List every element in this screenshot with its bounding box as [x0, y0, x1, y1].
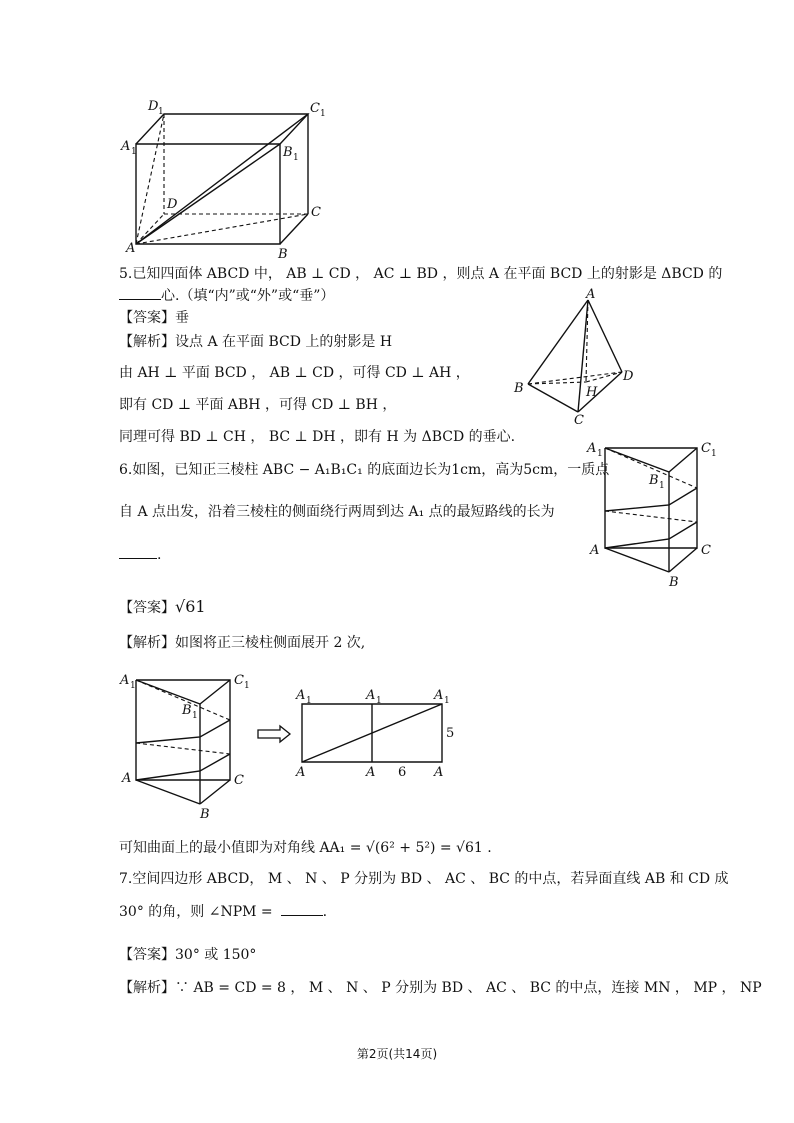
label-c: C	[574, 413, 584, 428]
q7-line2-prefix: 30° 的角，则 ∠NPM =	[119, 904, 273, 920]
q7-solution-1: 【解析】∵ AB = CD = 8 ， M 、 N 、 P 分别为 BD 、 AC 、 BC 的中点，连接 MN ， MP ， NP	[119, 980, 762, 996]
label-b: B	[200, 807, 210, 822]
prism-bottom-ab	[136, 780, 200, 804]
prism-bottom-bc	[669, 548, 697, 572]
q6-line2: 自 A 点出发，沿着三棱柱的侧面绕行两周到达 A₁ 点的最短路线的长为	[119, 504, 555, 520]
q7-answer: 【答案】30° 或 150°	[119, 947, 257, 963]
label-a1-sub: 1	[130, 681, 136, 691]
prism-figure-left	[118, 668, 258, 820]
label-c1-sub: 1	[244, 681, 250, 691]
label-top-a1-left: A	[296, 688, 306, 703]
q6-answer-wrap	[119, 598, 206, 617]
prism-bottom-bc	[200, 780, 230, 804]
label-a1: A	[587, 441, 597, 456]
label-d1: D	[148, 99, 159, 114]
label-b1-sub: 1	[293, 153, 299, 163]
q5-line2-wrap	[119, 287, 334, 305]
label-a: A	[122, 771, 132, 786]
label-c: C	[234, 773, 244, 788]
q6-line3: .	[157, 547, 162, 563]
label-b1: B	[182, 703, 192, 718]
label-bottom-length: 6	[398, 765, 407, 780]
q5-solution-4: 同理可得 BD ⊥ CH ， BC ⊥ DH ，即有 H 为 ΔBCD 的垂心.	[119, 429, 516, 445]
label-a1: A	[120, 673, 130, 688]
label-side-length: 5	[446, 726, 455, 741]
q7-line1: 7.空间四边形 ABCD， M 、 N 、 P 分别为 BD 、 AC 、 BC 的中点，若异面直线 AB 和 CD 成	[119, 871, 729, 887]
prism-top-b1c1	[669, 448, 697, 472]
box-diagonal-ac	[136, 214, 308, 244]
label-bottom-a-right: A	[434, 765, 444, 780]
unfolded-net-figure	[290, 682, 470, 782]
label-top-a1-mid: A	[366, 688, 376, 703]
prism-back-frame	[136, 680, 230, 780]
path-hidden-1	[605, 511, 697, 522]
label-b: B	[278, 247, 288, 262]
prism-figure-right	[585, 436, 725, 588]
prism-top-b1c1	[200, 680, 230, 704]
label-top-a1-right-sub: 1	[444, 696, 450, 706]
edge-ad	[588, 300, 622, 372]
q5-line1: 5.已知四面体 ABCD 中， AB ⊥ CD ， AC ⊥ BD ，则点 A 在平面 BCD 上的射影是 ΔBCD 的	[119, 266, 723, 282]
label-c: C	[701, 543, 711, 558]
path-segment-1	[136, 754, 230, 780]
label-h: H	[586, 385, 598, 400]
prism-bottom-ab	[605, 548, 669, 572]
label-a: A	[586, 287, 596, 302]
label-d: D	[623, 369, 634, 384]
q6-line3-wrap	[119, 546, 161, 564]
box-diagonal-ab1	[136, 144, 280, 244]
q6-conclusion: 可知曲面上的最小值即为对角线 AA₁ = √(6² + 5²) = √61 .	[119, 840, 492, 856]
label-b1: B	[649, 473, 659, 488]
label-a: A	[590, 543, 600, 558]
label-c1-sub: 1	[320, 109, 326, 119]
label-b: B	[669, 575, 679, 590]
q5-solution-1: 【解析】设点 A 在平面 BCD 上的射影是 H	[119, 334, 393, 350]
prism-back-frame	[605, 448, 697, 548]
box-diagonal-ac1	[136, 114, 308, 244]
page-footer: 第2页(共14页)	[356, 1047, 438, 1061]
label-bottom-a-left: A	[296, 765, 306, 780]
q6-blank	[119, 558, 157, 559]
label-c1: C	[310, 101, 320, 116]
edge-bd-hidden	[528, 372, 622, 384]
label-b1-sub: 1	[659, 481, 665, 491]
q6-line1: 6.如图，已知正三棱柱 ABC − A₁B₁C₁ 的底面边长为1cm，高为5cm，一质点	[119, 462, 610, 478]
label-a: A	[126, 241, 136, 256]
label-a1-sub: 1	[597, 449, 603, 459]
box-top-face	[136, 114, 308, 144]
label-c1: C	[234, 673, 244, 688]
q7-blank	[281, 915, 323, 916]
q5-solution-3: 即有 CD ⊥ 平面 ABH ，可得 CD ⊥ BH ，	[119, 397, 397, 413]
label-b: B	[514, 381, 524, 396]
q5-blank	[119, 299, 161, 300]
label-d: D	[167, 197, 178, 212]
label-b1: B	[283, 145, 293, 160]
edge-bc	[528, 384, 578, 412]
label-c1-sub: 1	[711, 449, 717, 459]
path-segment-1	[605, 522, 697, 548]
label-d1-sub: 1	[158, 107, 164, 117]
q6-solution-1: 【解析】如图将正三棱柱侧面展开 2 次,	[119, 635, 366, 651]
q7-line2-wrap	[119, 903, 327, 921]
label-a1-sub: 1	[131, 147, 137, 157]
q5-answer: 【答案】垂	[119, 310, 189, 326]
label-b1-sub: 1	[192, 711, 198, 721]
q5-solution-2: 由 AH ⊥ 平面 BCD ， AB ⊥ CD ，可得 CD ⊥ AH ，	[119, 365, 470, 381]
label-bottom-a-mid: A	[366, 765, 376, 780]
label-top-a1-left-sub: 1	[306, 696, 312, 706]
box-figure	[118, 92, 338, 262]
label-a1: A	[121, 139, 131, 154]
box-diagonal-ad1	[136, 114, 164, 244]
label-top-a1-mid-sub: 1	[376, 696, 382, 706]
q6-answer-prefix: 【答案】	[119, 600, 175, 616]
q6-answer-value: √61	[175, 597, 206, 616]
tetrahedron-figure	[510, 287, 640, 428]
path-segment-2	[605, 488, 697, 511]
label-c1: C	[701, 441, 711, 456]
edge-ab	[528, 300, 588, 384]
label-top-a1-right: A	[434, 688, 444, 703]
path-segment-2	[136, 720, 230, 743]
q7-line2-suffix: .	[322, 904, 328, 920]
label-c: C	[311, 205, 321, 220]
q5-line2: 心.（填“内”或“外”或“垂”）	[161, 288, 335, 304]
path-hidden-1	[136, 743, 230, 754]
double-arrow-icon	[256, 725, 292, 743]
